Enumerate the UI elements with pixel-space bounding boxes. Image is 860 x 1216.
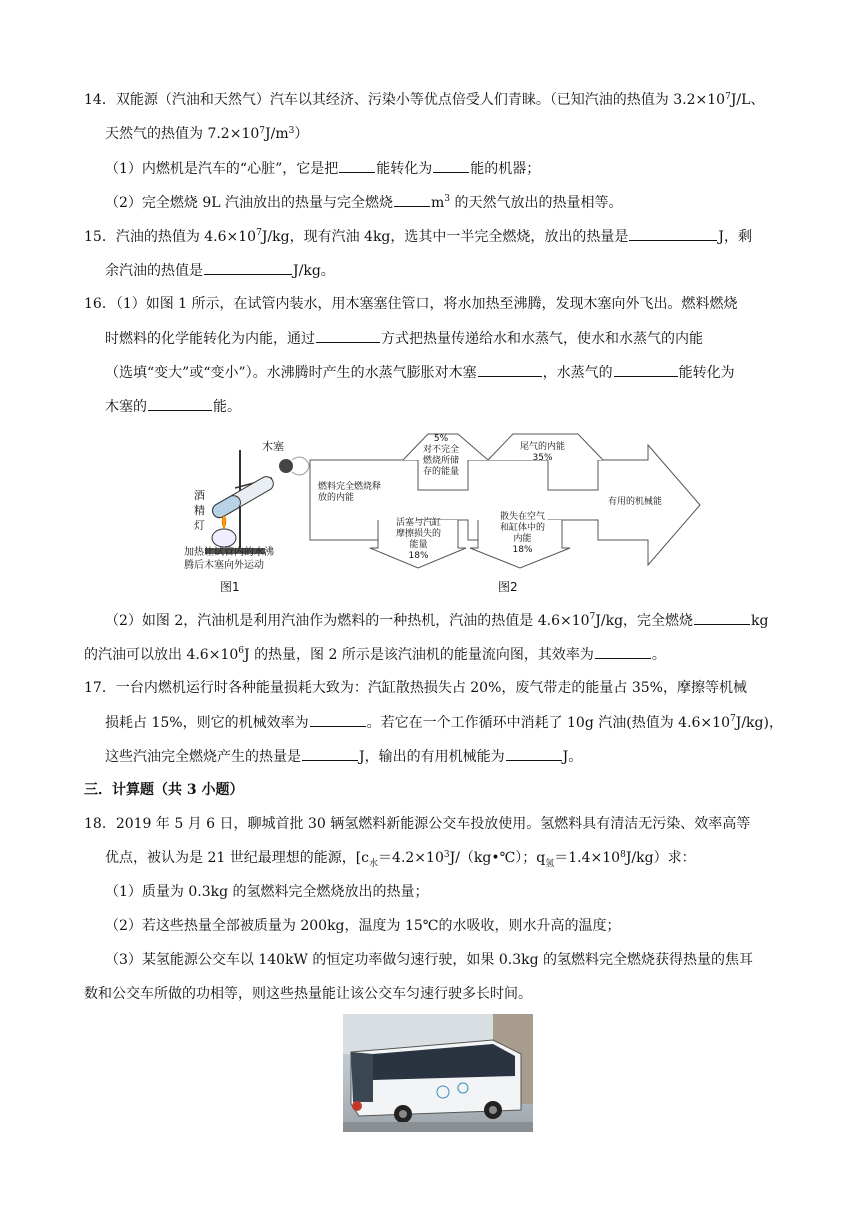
q16-text: 方式把热量传递给水和水蒸气，使水和水蒸气的内能 (381, 331, 703, 347)
label-line: 能量 (409, 540, 428, 550)
q18-text: 优点，被认为是 21 世纪最理想的能源，[c (105, 850, 370, 866)
q18-exp: 8 (620, 850, 626, 860)
q14-text: 天然气的热值为 7.2×10 (105, 126, 260, 142)
q16-text: J 的热量，图 2 所示是该汽油机的能量流向图，其效率为 (244, 647, 594, 663)
q16-text: 能。 (213, 399, 241, 415)
q15-line1 (84, 226, 752, 247)
q15-exp: 7 (256, 228, 262, 238)
q17-line3 (105, 746, 582, 767)
label-line: 尾气的内能 (520, 442, 566, 452)
label-line: 摩擦损失的 (396, 529, 442, 539)
q16-exp: 6 (238, 646, 244, 656)
q16-text: （选填“变大”或“变小”）。水沸腾时产生的水蒸气膨胀对木塞 (105, 365, 477, 381)
label-line: 存的能量 (423, 467, 460, 477)
percent: 35% (532, 453, 553, 463)
figure-1-title: 图1 (220, 580, 240, 594)
q17-text: J。 (562, 749, 583, 765)
q14-text: 14．双能源（汽油和天然气）汽车以其经济、污染小等优点倍受人们青睐。（已知汽油的热值为 3.2×10 (84, 92, 726, 108)
q16-text: ，水蒸气的 (542, 365, 613, 381)
q14-text: （2）完全燃烧 9L 汽油放出的热量与完全燃烧 (105, 195, 394, 211)
label-line: 和缸体中的 (500, 523, 546, 533)
q16-text: 能转化为 (678, 365, 735, 381)
answer-blank[interactable] (316, 328, 380, 343)
q14-text: 能的机器； (470, 161, 541, 177)
exhaust-energy-label (520, 442, 565, 464)
q18-part2: （2）若这些热量全部被质量为 200kg，温度为 15℃的水吸收，则水升高的温度； (105, 918, 621, 934)
figure-2 (308, 430, 708, 595)
answer-blank[interactable] (629, 226, 717, 241)
label-line: 酒 (194, 489, 205, 502)
label-line: 燃烧所储 (423, 456, 460, 466)
answer-blank[interactable] (694, 610, 750, 625)
caption-line: 加热让试管内的水沸 (184, 547, 274, 558)
label-alcohol-lamp (194, 488, 205, 533)
useful-energy-label: 有用的机械能 (608, 497, 663, 507)
q18-line2 (105, 848, 696, 874)
q16-part2-line1 (105, 610, 769, 631)
label-line: 精 (194, 504, 205, 517)
q16-text: J/kg，完全燃烧 (595, 613, 694, 629)
q18-part3-line2: 数和公交车所做的功相等，则这些热量能让该公交车匀速行驶多长时间。 (84, 986, 532, 1002)
q14-text: ） (294, 126, 309, 142)
q17-line2 (105, 712, 783, 733)
q15-text: J/kg，现有汽油 4kg，选其中一半完全燃烧，放出的热量是 (261, 229, 629, 245)
q18-sub: 水 (369, 858, 379, 869)
q16-line4 (105, 396, 241, 417)
label-line: 灯 (194, 519, 205, 532)
q14-line1 (84, 90, 764, 110)
figure-1-caption (184, 546, 274, 572)
label-line: 对不完全 (423, 445, 460, 455)
q16-text: kg (751, 613, 769, 629)
caption-line: 腾后木塞向外运动 (184, 560, 264, 571)
q15-text: J，剩 (718, 229, 753, 245)
q18-line1 (84, 814, 750, 834)
q14-exp: 3 (444, 194, 451, 204)
q16-exp: 7 (589, 612, 596, 622)
q14-text: m (431, 195, 445, 211)
q17-text: 17．一台内燃机运行时各种能量损耗大致为：汽缸散热损失占 20%，废气带走的能量占 35%，摩擦等机械 (84, 680, 747, 696)
q17-text: 。若它在一个工作循环中消耗了 10g 汽油(热值为 4.6×10 (366, 715, 730, 731)
q18-text: J/kg）求： (625, 850, 696, 866)
q14-text: 的天然气放出的热量相等。 (450, 195, 623, 211)
q14-text: J/L、 (730, 92, 765, 108)
answer-blank[interactable] (478, 362, 542, 377)
label-line: 活塞与汽缸 (396, 518, 442, 528)
figure-2-title: 图2 (498, 580, 518, 594)
q18-exp: 3 (443, 850, 450, 860)
q17-text: 损耗占 15%，则它的机械效率为 (105, 715, 309, 731)
label-line: 散失在空气 (500, 512, 546, 522)
answer-blank[interactable] (339, 158, 375, 173)
q16-text: 木塞的 (105, 399, 147, 415)
answer-blank[interactable] (394, 192, 430, 207)
q16-text: 。 (651, 647, 666, 663)
answer-blank[interactable] (506, 746, 562, 761)
q14-text: 能转化为 (376, 161, 433, 177)
answer-blank[interactable] (204, 260, 292, 275)
q16-text: 16．（1）如图 1 所示，在试管内装水，用木塞塞住管口，将水加热至沸腾，发现木塞向外飞出。燃料燃烧 (84, 296, 738, 312)
q16-text: 的汽油可以放出 4.6×10 (84, 647, 239, 663)
answer-blank[interactable] (302, 746, 358, 761)
q17-text: J，输出的有用机械能为 (359, 749, 505, 765)
q18-text: ＝4.2×10 (378, 850, 444, 866)
q14-part2 (105, 192, 622, 213)
q18-text: J/（kg•℃）；q (449, 850, 546, 866)
q17-text: 这些汽油完全燃烧产生的热量是 (105, 749, 301, 765)
answer-blank[interactable] (148, 396, 212, 411)
q14-exp: 7 (725, 92, 731, 102)
answer-blank[interactable] (310, 712, 366, 727)
main-energy-label (318, 482, 381, 504)
heat-dissipation-label (500, 512, 545, 556)
label-cork: 木塞 (262, 440, 284, 453)
q14-text: （1）内燃机是汽车的“心脏”，它是把 (105, 161, 339, 177)
q14-part1 (105, 158, 540, 179)
q17-text: J/kg)， (735, 715, 783, 731)
answer-blank[interactable] (595, 644, 651, 659)
q15-text: 余汽油的热值是 (105, 263, 203, 279)
percent: 18% (408, 551, 429, 561)
q18-part1: （1）质量为 0.3kg 的氢燃料完全燃烧放出的热量； (105, 884, 429, 900)
section-heading: 三．计算题（共 3 小题） (84, 782, 244, 798)
incomplete-combustion-label (423, 434, 459, 478)
label-line: 放的内能 (318, 493, 355, 503)
q14-exp: 7 (259, 126, 265, 136)
q18-sub: 氢 (545, 858, 555, 869)
q16-text: 时燃料的化学能转化为内能，通过 (105, 331, 315, 347)
figure-1 (180, 430, 310, 595)
label-line: 燃料完全燃烧释 (318, 482, 382, 492)
q18-text: 18．2019 年 5 月 6 日，聊城首批 30 辆氢燃料新能源公交车投放使用。氢燃料具有清洁无污染、效率高等 (84, 816, 751, 832)
q18-part3-line1: （3）某氢能源公交车以 140kW 的恒定功率做匀速行驶，如果 0.3kg 的氢燃料完全燃烧获得热量的焦耳 (105, 952, 754, 968)
q16-text: （2）如图 2，汽油机是利用汽油作为燃料的一种热机，汽油的热值是 4.6×10 (105, 613, 590, 629)
answer-blank[interactable] (433, 158, 469, 173)
answer-blank[interactable] (614, 362, 678, 377)
q16-line3 (105, 362, 735, 383)
q16-part2-line2 (84, 644, 666, 665)
label-line: 内能 (513, 534, 532, 544)
q16-line1 (84, 294, 738, 314)
q16-line2 (105, 328, 703, 349)
q14-exp: 3 (288, 126, 295, 136)
q17-line1 (84, 678, 747, 698)
q15-text: J/kg。 (293, 263, 335, 279)
q14-line2 (105, 124, 308, 144)
friction-loss-label (396, 518, 441, 562)
q18-text: ＝1.4×10 (554, 850, 621, 866)
q14-text: J/m (265, 126, 289, 142)
q17-exp: 7 (729, 714, 736, 724)
q15-line2 (105, 260, 335, 281)
bus-illustration (343, 1014, 533, 1132)
percent: 5% (433, 434, 449, 444)
q15-text: 15．汽油的热值为 4.6×10 (84, 229, 257, 245)
percent: 18% (512, 545, 533, 555)
bus-photo (343, 1014, 533, 1132)
